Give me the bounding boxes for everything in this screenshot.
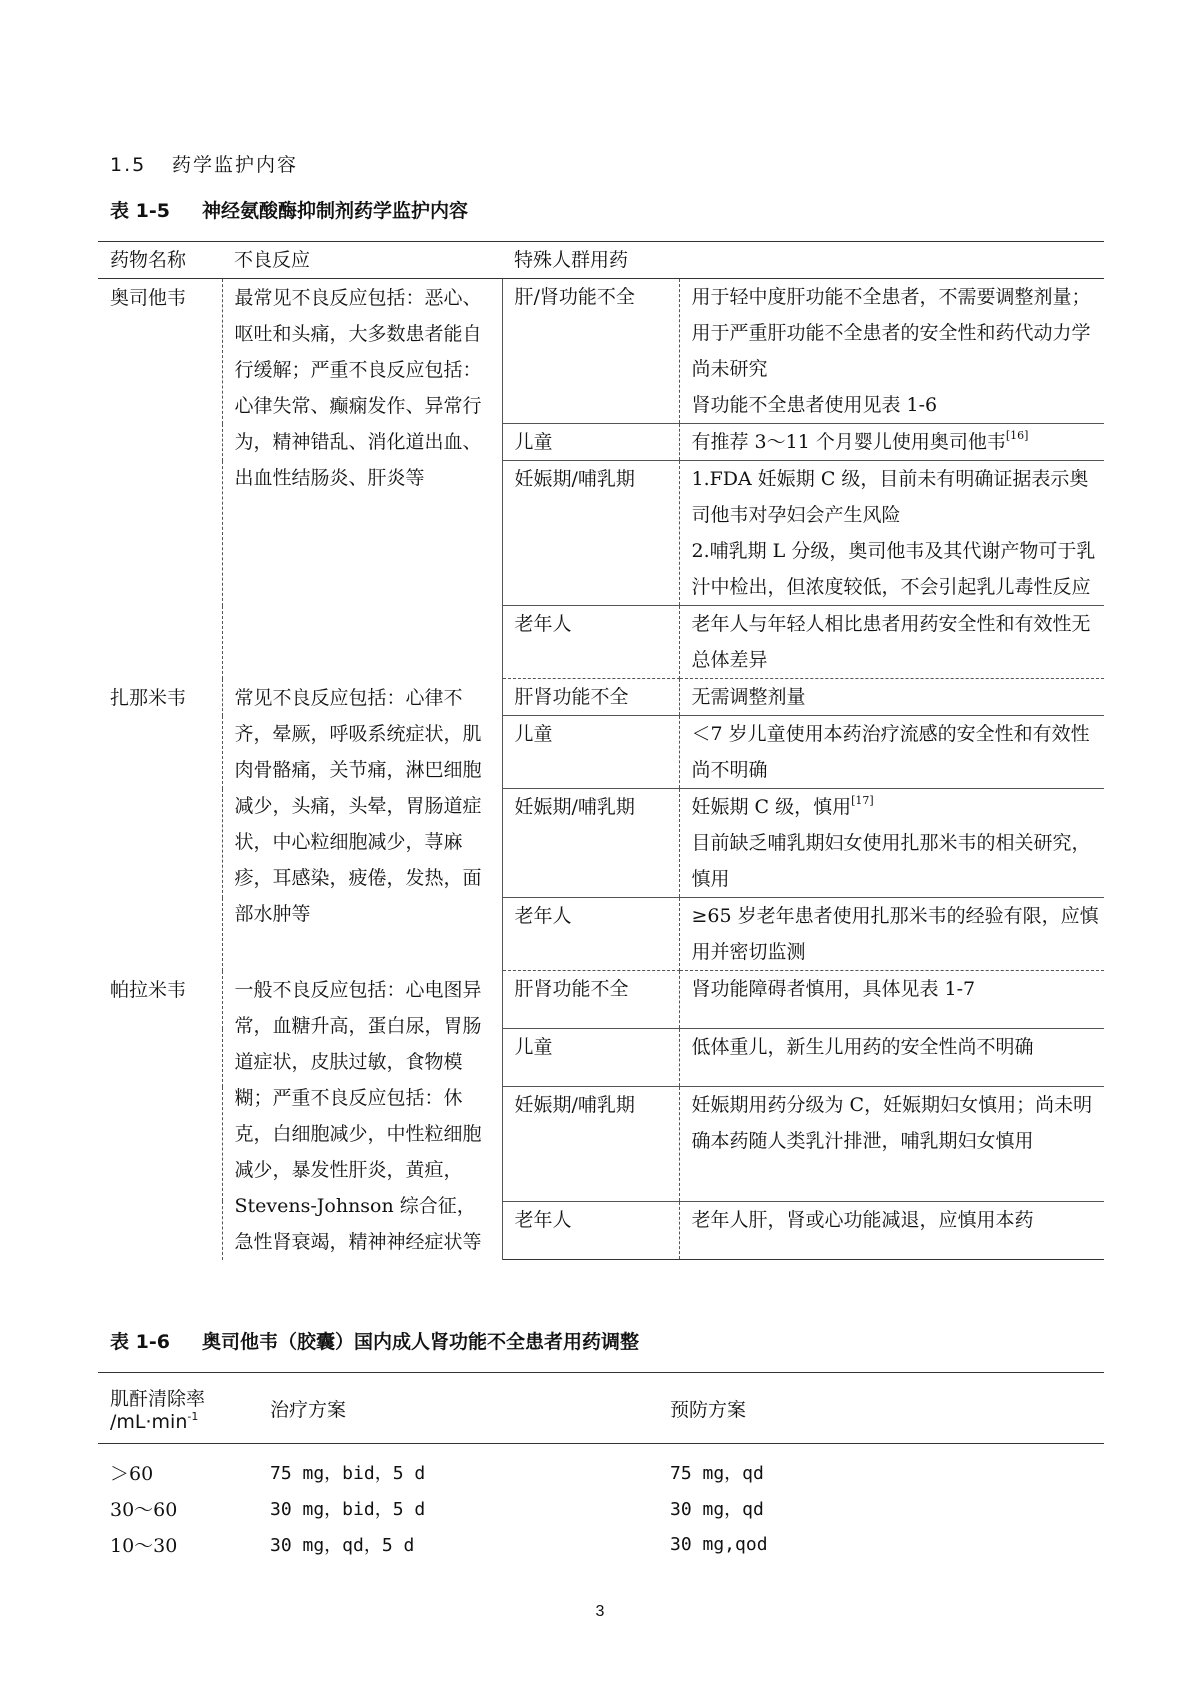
detail-line [692, 533, 1101, 605]
treatment-regimen: 30 mg，bid，5 d [270, 1499, 426, 1520]
page-number: 3 [595, 1603, 605, 1620]
detail-text: 用于轻中度肝功能不全患者，不需要调整剂量；用于严重肝功能不全患者的安全性和药代动力学尚未研究 [691, 286, 1091, 380]
section-number: 1.5 [110, 154, 147, 176]
detail-line [692, 716, 1101, 788]
population-detail [679, 1201, 1104, 1259]
population-detail [679, 716, 1104, 789]
section-heading [110, 150, 298, 177]
table6-row [98, 1526, 1104, 1562]
table5-row [98, 971, 1104, 1029]
header-adverse: 不良反应 [222, 242, 502, 279]
header-special: 特殊人群用药 [502, 242, 1104, 279]
header-crcl [98, 1373, 258, 1444]
detail-line [692, 1202, 1101, 1238]
treatment-regimen: 30 mg，qd，5 d [270, 1535, 415, 1556]
population-detail [679, 1087, 1104, 1202]
detail-text: 肾功能不全患者使用见表 1-6 [691, 394, 938, 416]
detail-text: ＜7 岁儿童使用本药治疗流感的安全性和有效性尚不明确 [691, 723, 1090, 781]
section-title: 药学监护内容 [172, 154, 299, 176]
adverse-reactions: 最常见不良反应包括：恶心、呕吐和头痛，大多数患者能自行缓解；严重不良反应包括：心律失常、癫痫发作、异常行为，精神错乱、消化道出血、出血性结肠炎、肝炎等 [222, 279, 502, 679]
population: 肝肾功能不全 [502, 679, 679, 716]
table5-row [98, 279, 1104, 424]
crcl-value: 10～30 [110, 1534, 178, 1557]
population: 儿童 [502, 424, 679, 461]
prevention-regimen: 30 mg，qd [670, 1499, 764, 1520]
detail-text: 肾功能障碍者慎用，具体见表 1-7 [691, 978, 976, 1000]
detail-line [692, 679, 1101, 715]
detail-text: 2.哺乳期 L 分级，奥司他韦及其代谢产物可于乳汁中检出，但浓度较低，不会引起乳儿毒性反应 [691, 540, 1096, 598]
header-drug: 药物名称 [98, 242, 222, 279]
table6-row [98, 1444, 1104, 1491]
drug-name: 帕拉米韦 [98, 971, 222, 1260]
table6-row [98, 1490, 1104, 1526]
table5-label: 表 1-5 [110, 200, 170, 222]
detail-text: 低体重儿，新生儿用药的安全性尚不明确 [691, 1036, 1034, 1059]
detail-line [692, 1087, 1101, 1159]
table6-title: 奥司他韦（胶囊）国内成人肾功能不全患者用药调整 [202, 1331, 640, 1353]
table5-caption [110, 196, 468, 223]
population-detail [679, 971, 1104, 1029]
detail-line [692, 825, 1101, 897]
citation: [17] [851, 794, 874, 807]
detail-line [692, 898, 1101, 970]
detail-text: 老年人与年轻人相比患者用药安全性和有效性无总体差异 [691, 613, 1091, 671]
population: 老年人 [502, 898, 679, 971]
prevention-regimen: 30 mg,qod [670, 1533, 768, 1555]
table6-label: 表 1-6 [110, 1331, 170, 1353]
header-crcl-label: 肌酐清除率 [110, 1387, 206, 1410]
table6-header-row [98, 1373, 1104, 1444]
detail-text: 有推荐 3～11 个月婴儿使用奥司他韦 [691, 431, 1006, 453]
detail-text: 1.FDA 妊娠期 C 级，目前未有明确证据表示奥司他韦对孕妇会产生风险 [691, 468, 1089, 526]
detail-line [692, 387, 1101, 423]
detail-text: 妊娠期用药分级为 C，妊娠期妇女慎用；尚未明确本药随人类乳汁排泄，哺乳期妇女慎用 [691, 1094, 1093, 1153]
crcl-value: 30～60 [110, 1498, 178, 1521]
population: 肝/肾功能不全 [502, 279, 679, 424]
table5-title: 神经氨酸酶抑制剂药学监护内容 [202, 200, 469, 222]
renal-dose-table [98, 1372, 1104, 1562]
population-detail [679, 461, 1104, 606]
population-detail [679, 898, 1104, 971]
population: 肝肾功能不全 [502, 971, 679, 1029]
population-detail [679, 1029, 1104, 1087]
detail-line [692, 461, 1101, 533]
detail-text: 无需调整剂量 [691, 686, 806, 708]
detail-line [692, 606, 1101, 678]
detail-text: 妊娠期 C 级，慎用 [691, 796, 852, 818]
population-detail [679, 679, 1104, 716]
population-detail [679, 606, 1104, 679]
detail-line [692, 789, 1101, 825]
population: 老年人 [502, 606, 679, 679]
population: 老年人 [502, 1201, 679, 1259]
crcl-value: ＞60 [110, 1462, 154, 1485]
drug-name: 扎那米韦 [98, 679, 222, 971]
header-treatment: 治疗方案 [270, 1398, 347, 1421]
table5-row [98, 679, 1104, 716]
population: 妊娠期/哺乳期 [502, 461, 679, 606]
population-detail [679, 279, 1104, 424]
adverse-reactions: 常见不良反应包括：心律不齐，晕厥，呼吸系统症状，肌肉骨骼痛，关节痛，淋巴细胞减少，头痛，头晕，胃肠道症状，中心粒细胞减少，荨麻疹，耳感染，疲倦，发热，面部水肿等 [222, 679, 502, 971]
detail-line [692, 971, 1101, 1007]
detail-line [692, 279, 1101, 387]
header-crcl-unit: $/mL\cdot\min^{-1}$ [110, 1409, 199, 1433]
pharmaceutical-monitoring-table [98, 241, 1104, 1260]
detail-line [692, 424, 1101, 460]
table6-caption [110, 1327, 639, 1354]
treatment-regimen: 75 mg，bid，5 d [270, 1463, 426, 1484]
header-prevention: 预防方案 [670, 1398, 747, 1421]
unit-exponent: -1 [187, 1409, 199, 1423]
population: 妊娠期/哺乳期 [502, 1087, 679, 1202]
population: 儿童 [502, 716, 679, 789]
population: 妊娠期/哺乳期 [502, 789, 679, 898]
citation: [16] [1005, 429, 1029, 442]
detail-line [692, 1029, 1101, 1065]
adverse-reactions: 一般不良反应包括：心电图异常，血糖升高，蛋白尿，胃肠道症状，皮肤过敏，食物模糊；严重不良反应包括：休克，白细胞减少，中性粒细胞减少，暴发性肝炎，黄疸，Stevens-Johnson 综合征，急性肾衰竭，精神神经症状等 [222, 971, 502, 1260]
population-detail [679, 424, 1104, 461]
drug-name: 奥司他韦 [98, 279, 222, 679]
table5-header-row [98, 242, 1104, 279]
prevention-regimen: 75 mg，qd [670, 1463, 764, 1484]
detail-text: 老年人肝，肾或心功能减退，应慎用本药 [691, 1208, 1034, 1231]
population-detail [679, 789, 1104, 898]
detail-text: 目前缺乏哺乳期妇女使用扎那米韦的相关研究，慎用 [691, 832, 1091, 890]
detail-text: ≥65 岁老年患者使用扎那米韦的经验有限，应慎用并密切监测 [691, 905, 1099, 963]
population: 儿童 [502, 1029, 679, 1087]
